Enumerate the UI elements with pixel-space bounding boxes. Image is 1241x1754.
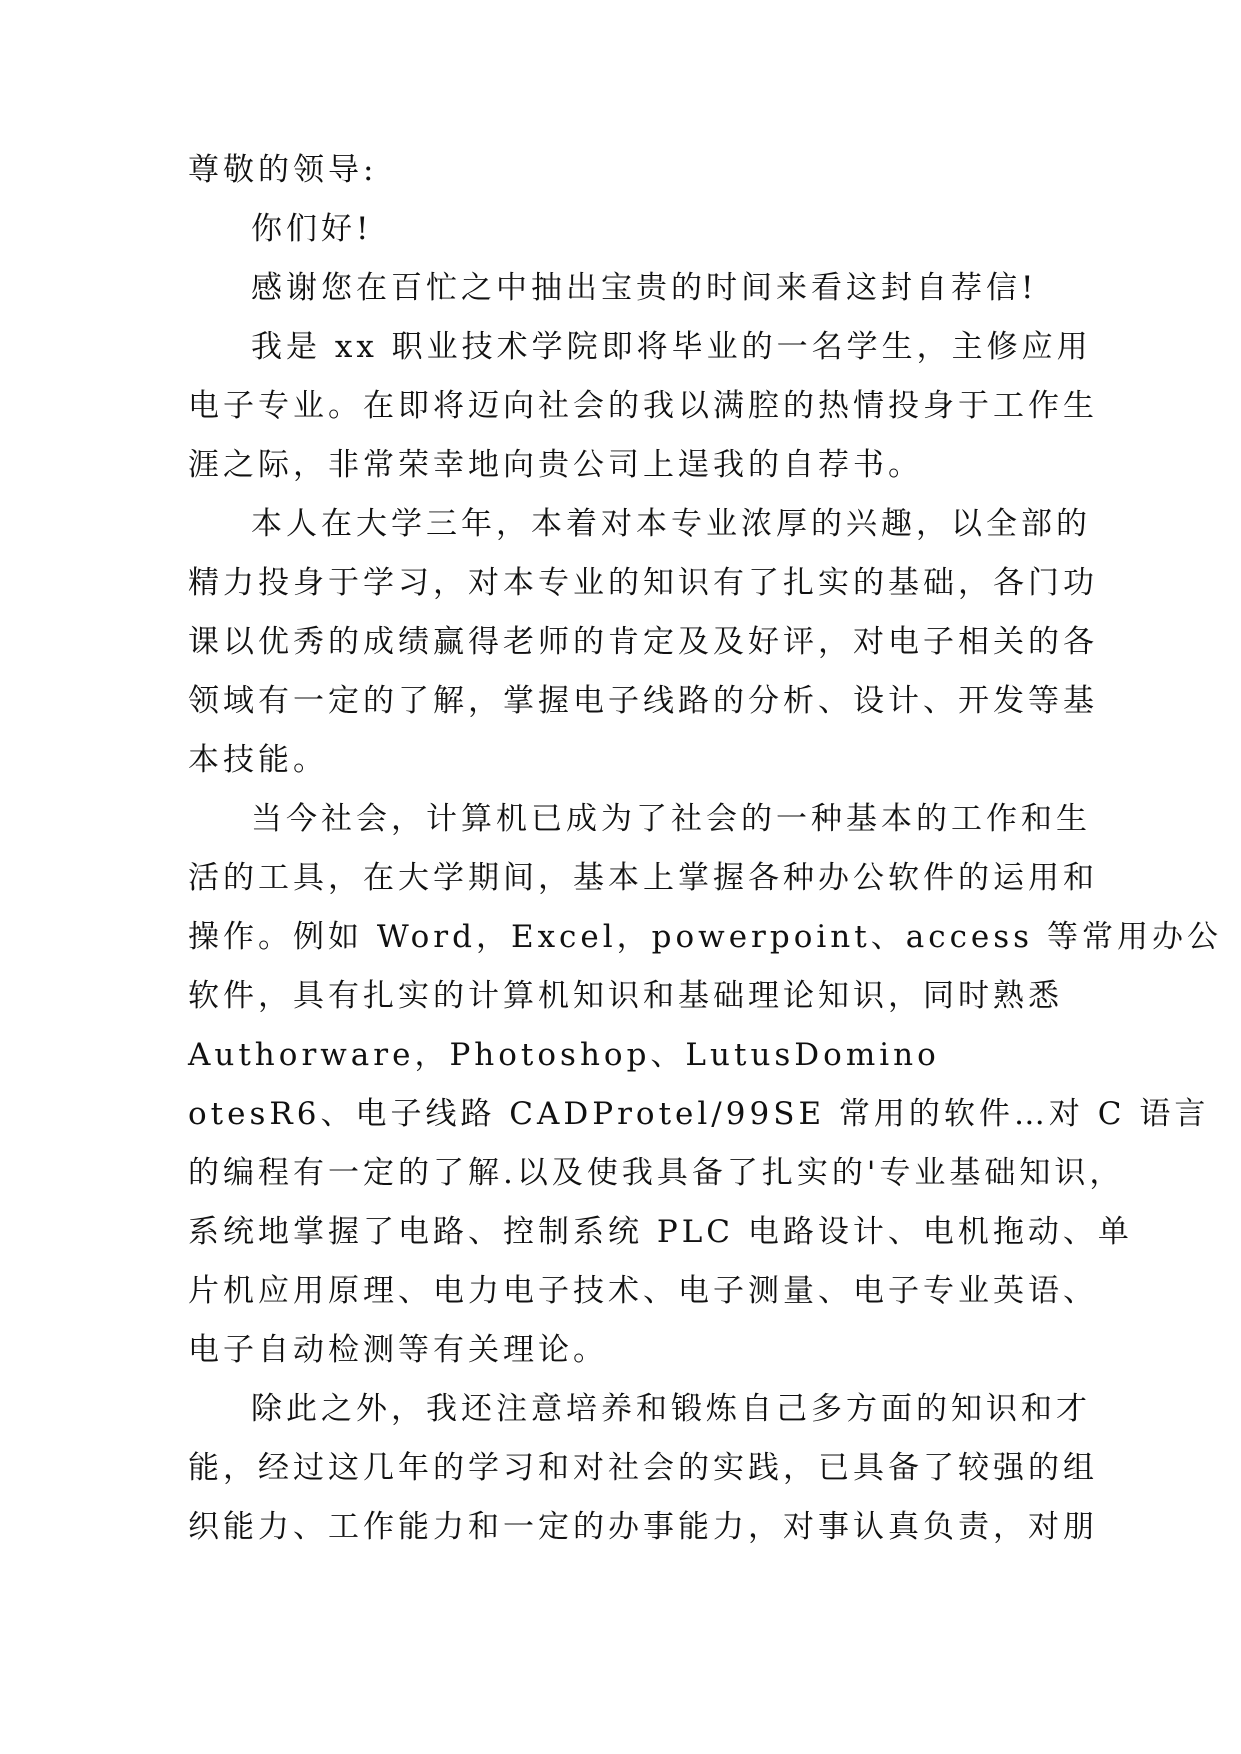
paragraph-2-line-4: 领域有一定的了解，掌握电子线路的分析、设计、开发等基 xyxy=(188,683,1098,719)
paragraph-3-line-2: 活的工具，在大学期间，基本上掌握各种办公软件的运用和 xyxy=(188,860,1098,896)
paragraph-1-line-2: 电子专业。在即将迈向社会的我以满腔的热情投身于工作生 xyxy=(188,388,1098,424)
paragraph-3-line-1: 当今社会，计算机已成为了社会的一种基本的工作和生 xyxy=(251,801,1091,837)
paragraph-2-line-2: 精力投身于学习，对本专业的知识有了扎实的基础，各门功 xyxy=(188,565,1098,601)
paragraph-3-line-3: 操作。例如 Word，Excel，powerpoint、access 等常用办公 xyxy=(188,919,1222,955)
paragraph-2-line-5: 本技能。 xyxy=(188,742,328,778)
paragraph-3-line-9: 片机应用原理、电力电子技术、电子测量、电子专业英语、 xyxy=(188,1273,1098,1309)
paragraph-3-line-5: Authorware，Photoshop、LutusDomino xyxy=(188,1037,940,1073)
paragraph-2-line-1: 本人在大学三年，本着对本专业浓厚的兴趣，以全部的 xyxy=(251,506,1091,542)
paragraph-3-line-6: otesR6、电子线路 CADProtel/99SE 常用的软件…对 C 语言 xyxy=(188,1096,1210,1132)
paragraph-1-line-3: 涯之际，非常荣幸地向贵公司上逞我的自荐书。 xyxy=(188,447,923,483)
paragraph-4-line-2: 能，经过这几年的学习和对社会的实践，已具备了较强的组 xyxy=(188,1450,1098,1486)
paragraph-1-line-1: 我是 xx 职业技术学院即将毕业的一名学生，主修应用 xyxy=(251,329,1092,365)
thanks-line: 感谢您在百忙之中抽出宝贵的时间来看这封自荐信! xyxy=(251,270,1038,306)
greeting-line: 你们好! xyxy=(251,211,373,247)
paragraph-4-line-3: 织能力、工作能力和一定的办事能力，对事认真负责，对朋 xyxy=(188,1509,1098,1545)
paragraph-3-line-10: 电子自动检测等有关理论。 xyxy=(188,1332,608,1368)
paragraph-3-line-4: 软件，具有扎实的计算机知识和基础理论知识，同时熟悉 xyxy=(188,978,1063,1014)
paragraph-3-line-7: 的编程有一定的了解.以及使我具备了扎实的'专业基础知识， xyxy=(188,1155,1125,1191)
paragraph-3-line-8: 系统地掌握了电路、控制系统 PLC 电路设计、电机拖动、单 xyxy=(188,1214,1133,1250)
paragraph-2-line-3: 课以优秀的成绩赢得老师的肯定及及好评，对电子相关的各 xyxy=(188,624,1098,660)
salutation-line: 尊敬的领导: xyxy=(188,152,378,188)
paragraph-4-line-1: 除此之外，我还注意培养和锻炼自己多方面的知识和才 xyxy=(251,1391,1091,1427)
